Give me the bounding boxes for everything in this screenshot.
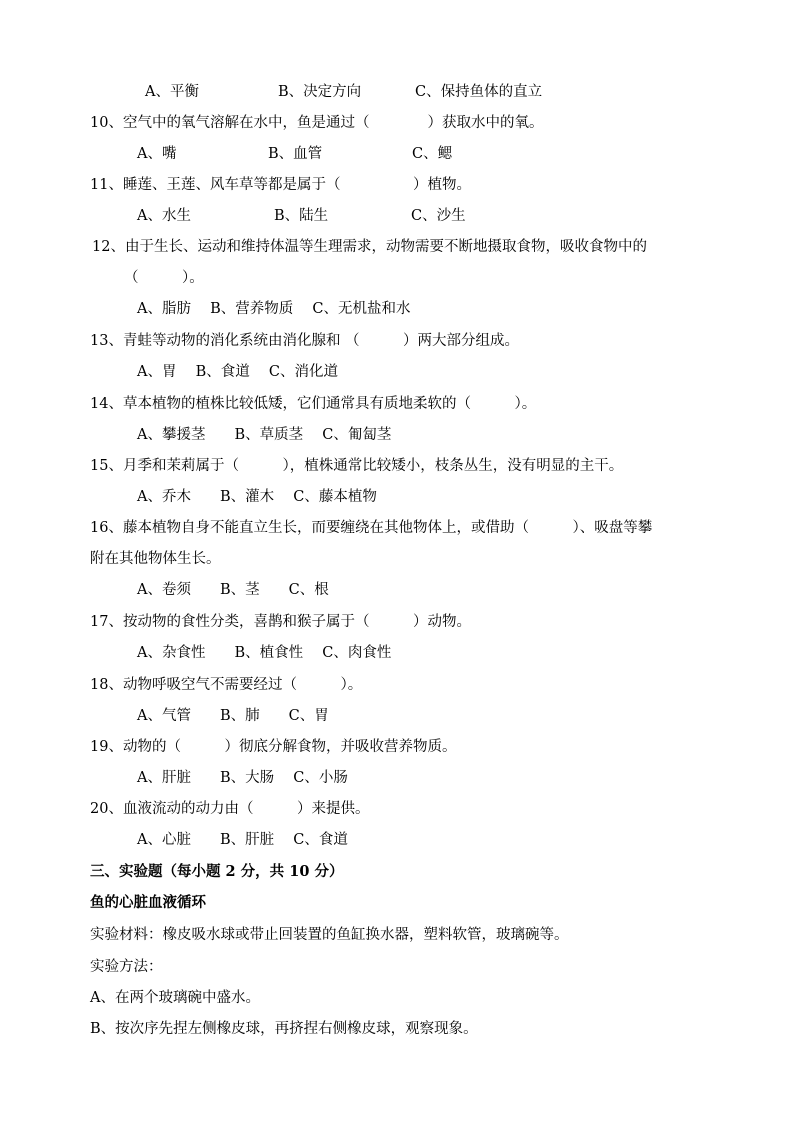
question-12-continued: （ ）。 — [124, 270, 204, 286]
q10-option-a: A、嘴 — [137, 146, 177, 162]
question-16: 16、藤本植物自身不能直立生长，而要缠绕在其他物体上，或借助（ ）、吸盘等攀 — [90, 520, 653, 536]
question-11: 11、睡莲、王莲、风车草等都是属于（ ）植物。 — [90, 177, 471, 193]
q9-option-b: B、决定方向 — [278, 84, 362, 100]
q11-option-a: A、水生 — [137, 208, 191, 224]
q12-options: A、脂肪 B、营养物质 C、无机盐和水 — [137, 301, 411, 317]
question-15: 15、月季和茉莉属于（ ），植株通常比较矮小，枝条丛生，没有明显的主干。 — [90, 458, 624, 474]
experiment-step-a: A、在两个玻璃碗中盛水。 — [90, 990, 260, 1006]
question-19: 19、动物的（ ）彻底分解食物，并吸收营养物质。 — [90, 739, 457, 755]
section-3-heading: 三、实验题（每小题 2 分，共 10 分） — [90, 863, 344, 880]
q9-option-a: A、平衡 — [145, 84, 199, 100]
q11-option-b: B、陆生 — [274, 208, 329, 224]
question-12: 12、由于生长、运动和维持体温等生理需求，动物需要不断地摄取食物，吸收食物中的 — [92, 239, 647, 255]
question-20: 20、血液流动的动力由（ ）来提供。 — [90, 801, 370, 817]
question-18: 18、动物呼吸空气不需要经过（ ）。 — [90, 677, 363, 693]
q16-options: A、卷须 B、茎 C、根 — [137, 582, 329, 598]
experiment-step-b: B、按次序先捏左侧橡皮球，再挤捏右侧橡皮球，观察现象。 — [90, 1021, 478, 1037]
question-10: 10、空气中的氧气溶解在水中，鱼是通过（ ）获取水中的氧。 — [90, 115, 544, 131]
experiment-method-label: 实验方法： — [90, 959, 163, 975]
q10-option-c: C、鳃 — [412, 146, 453, 162]
q14-options: A、攀援茎 B、草质茎 C、匍匐茎 — [137, 427, 392, 443]
q18-options: A、气管 B、肺 C、胃 — [137, 708, 329, 724]
q9-option-c: C、保持鱼体的直立 — [415, 84, 543, 100]
experiment-title: 鱼的心脏血液循环 — [90, 894, 206, 911]
question-17: 17、按动物的食性分类，喜鹊和猴子属于（ ）动物。 — [90, 614, 471, 630]
q17-options: A、杂食性 B、植食性 C、肉食性 — [137, 645, 392, 661]
experiment-materials: 实验材料：橡皮吸水球或带止回装置的鱼缸换水器，塑料软管，玻璃碗等。 — [90, 927, 569, 943]
question-13: 13、青蛙等动物的消化系统由消化腺和 （ ）两大部分组成。 — [90, 333, 520, 349]
q15-options: A、乔木 B、灌木 C、藤本植物 — [137, 489, 377, 505]
q20-options: A、心脏 B、肝脏 C、食道 — [137, 832, 348, 848]
question-16-continued: 附在其他物体生长。 — [90, 551, 221, 567]
question-14: 14、草本植物的植株比较低矮，它们通常具有质地柔软的（ ）。 — [90, 396, 537, 412]
q11-option-c: C、沙生 — [411, 208, 466, 224]
q10-option-b: B、血管 — [268, 146, 323, 162]
q13-options: A、胃 B、食道 C、消化道 — [137, 364, 338, 380]
q19-options: A、肝脏 B、大肠 C、小肠 — [137, 770, 348, 786]
